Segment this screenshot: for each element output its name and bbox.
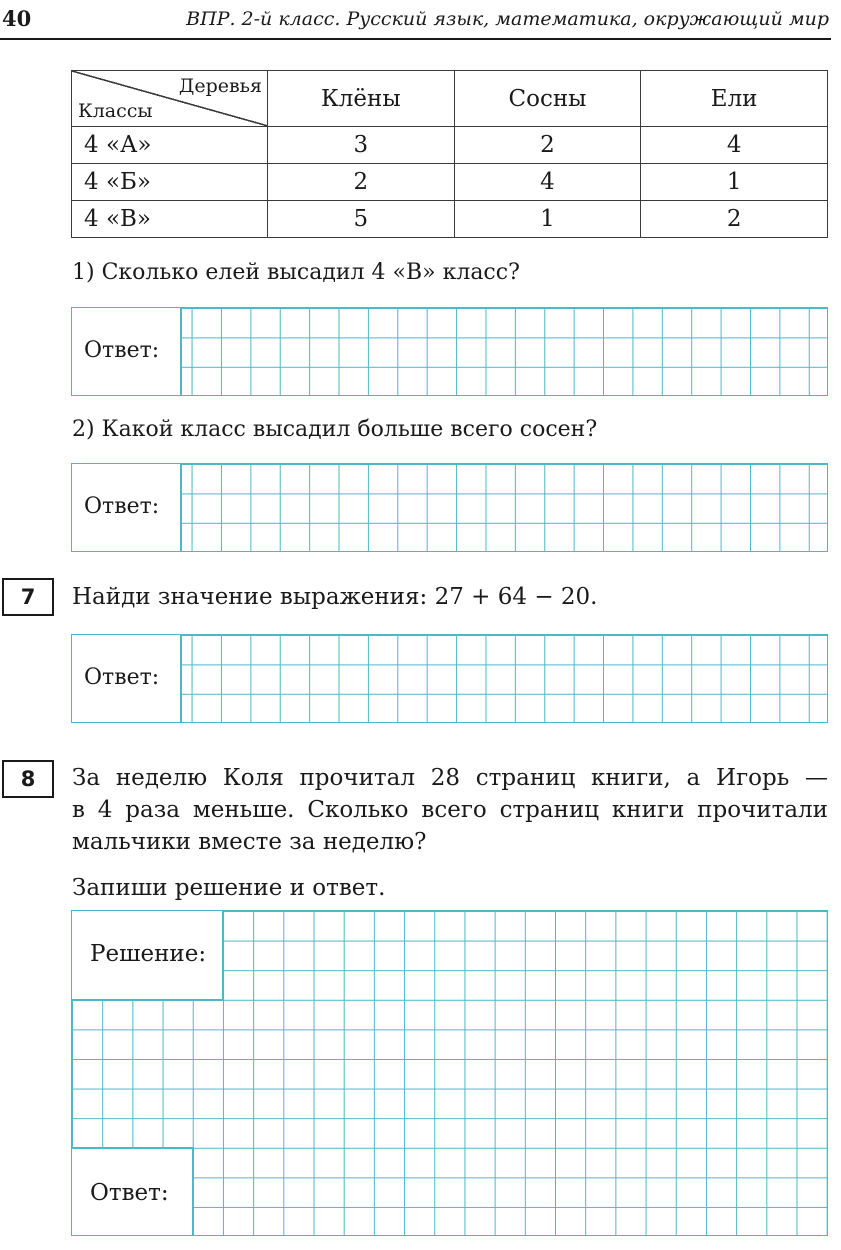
table-header-row xyxy=(72,71,828,127)
trees-table xyxy=(71,70,828,238)
table-corner-cell xyxy=(72,71,268,127)
running-header-title: ВПР. 2-й класс. Русский язык, математика, окружающий мир xyxy=(186,8,829,30)
row-class-label: 4 «А» xyxy=(72,127,268,164)
answer-label: Ответ: xyxy=(84,494,160,519)
row-class-label: 4 «В» xyxy=(72,201,268,238)
page-number: 40 xyxy=(2,6,32,31)
question-2: 2) Какой класс высадил больше всего сосен? xyxy=(72,417,598,442)
answer-grid-q2[interactable] xyxy=(71,463,828,552)
solution-grid-task-8[interactable] xyxy=(71,910,828,1236)
answer-grid-q1[interactable] xyxy=(71,307,828,396)
answer-label: Ответ: xyxy=(90,1180,169,1206)
table-row xyxy=(72,201,828,238)
table-row xyxy=(72,127,828,164)
table-cell: 2 xyxy=(454,127,641,164)
column-header: Клёны xyxy=(268,71,455,127)
table-cell: 1 xyxy=(641,164,828,201)
task-8-line: в 4 раза меньше. Сколько всего страниц книги прочитали xyxy=(72,797,828,823)
answer-label: Ответ: xyxy=(84,665,160,690)
task-8-line: мальчики вместе за неделю? xyxy=(72,829,427,855)
task-number-8: 8 xyxy=(2,760,54,798)
row-class-label: 4 «Б» xyxy=(72,164,268,201)
answer-grid-task-7[interactable] xyxy=(71,634,828,723)
table-cell: 1 xyxy=(454,201,641,238)
corner-label-trees: Деревья xyxy=(178,75,262,97)
answer-label: Ответ: xyxy=(84,338,160,363)
table-cell: 3 xyxy=(268,127,455,164)
task-number-7: 7 xyxy=(2,578,54,616)
table-row xyxy=(72,164,828,201)
solution-label: Решение: xyxy=(90,941,207,967)
task-8-instruction: Запиши решение и ответ. xyxy=(72,875,386,901)
table-cell: 2 xyxy=(268,164,455,201)
table-cell: 4 xyxy=(454,164,641,201)
question-1: 1) Сколько елей высадил 4 «В» класс? xyxy=(72,260,520,285)
column-header: Сосны xyxy=(454,71,641,127)
task-7-text: Найди значение выражения: 27 + 64 − 20. xyxy=(72,584,598,610)
header-divider xyxy=(0,38,831,40)
task-8-text xyxy=(72,762,828,858)
corner-label-classes: Классы xyxy=(78,100,153,122)
table-cell: 5 xyxy=(268,201,455,238)
table-cell: 2 xyxy=(641,201,828,238)
column-header: Ели xyxy=(641,71,828,127)
task-8-line: За неделю Коля прочитал 28 страниц книги, а Игорь — xyxy=(72,765,828,791)
table-cell: 4 xyxy=(641,127,828,164)
